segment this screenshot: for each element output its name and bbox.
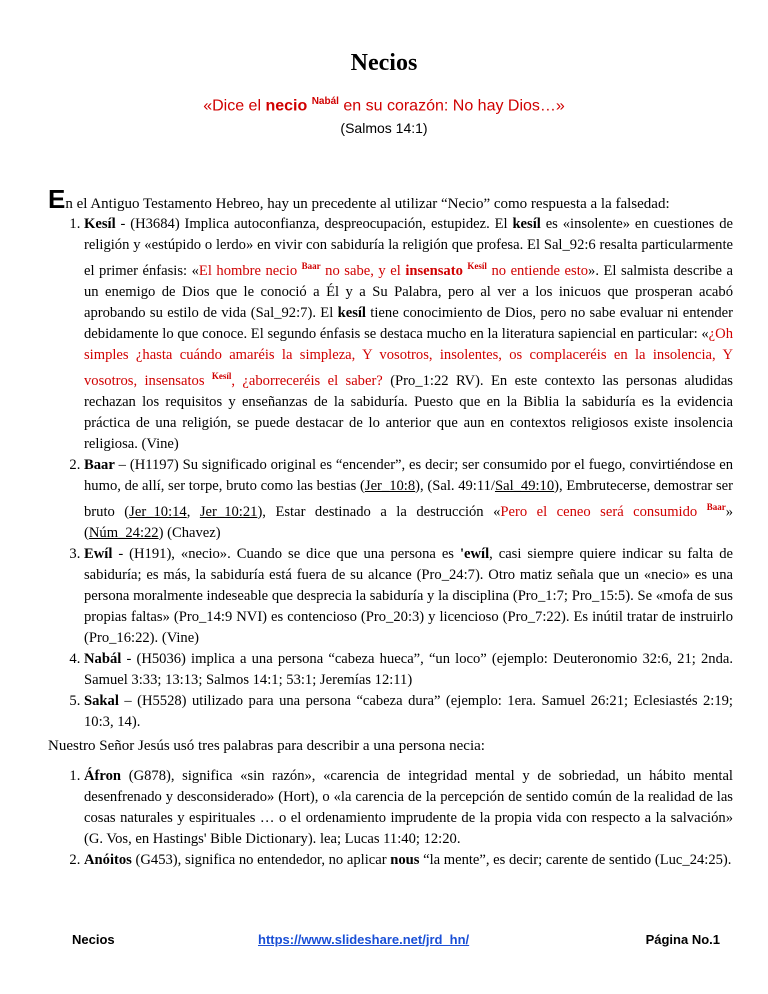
- footer-title: Necios: [72, 932, 115, 947]
- intro-paragraph: [48, 184, 728, 215]
- hebrew-sup: Kesíl: [467, 261, 487, 271]
- term-kesil: Kesíl: [84, 216, 116, 232]
- verse-open: «Dice el: [203, 97, 266, 115]
- verse-reference: (Salmos 14:1): [340, 120, 428, 136]
- hebrew-words-list: [48, 214, 733, 733]
- list-item-ewil: [84, 544, 733, 649]
- list-item-nabal: [84, 649, 733, 691]
- text: - (H3684) Implica autoconfianza, despreocupación, estupidez. El: [115, 216, 513, 232]
- footer-link[interactable]: https://www.slideshare.net/jrd_hn/: [258, 932, 470, 947]
- text: – (H1197) Su significado original es “encender”, es decir; ser consumido por el fuego, convirtiéndose en humo, de allí, ser torpe, bruto como las bestias (: [84, 456, 733, 494]
- list-item-sakal: [84, 691, 733, 733]
- term-inline: kesíl: [337, 304, 366, 321]
- text: es «insolente» en cuestiones de religión y «estúpido o lerdo» en vivir con sabiduría la religión que profesa. El Sal_92:6 resalta particularmente el primer énfasis: «: [84, 216, 733, 279]
- verse-hebrew-word: Nabál: [311, 96, 339, 107]
- greek-intro-paragraph: Nuestro Señor Jesús usó tres palabras para describir a una persona necia:: [48, 738, 485, 754]
- term-ewil: Ewíl: [84, 545, 113, 562]
- list-item-anoitos: [84, 850, 733, 871]
- quote-red: no sabe, y el: [320, 262, 406, 279]
- term-baar: Baar: [84, 456, 115, 473]
- term-nabal: Nabál: [84, 650, 122, 667]
- term-inline: 'ewíl: [459, 545, 490, 562]
- quote-red: no entiende esto: [486, 262, 589, 279]
- text: - (H191), «necio». Cuando se dice que una persona es: [112, 545, 460, 562]
- hebrew-sup: Baar: [301, 261, 321, 271]
- text: , casi siempre quiere indicar su falta de sabiduría; es más, la sabiduría está fuera de su alcance (Pro_24:7). Otro matiz señala que un «necio» es una persona moralmente indeseable que desprecia la sabiduría y la disciplina (Pro_1:7; Pro_15:5). Se «mofa de sus propias faltas» (Pro_14:9 NVI) es contencioso (Pro_20:3) y licencioso (Pro_7:22). Es inútil tratar de instruirlo (Pro_16:22). (Vine): [84, 545, 733, 646]
- text: ) (Chavez): [158, 524, 221, 541]
- term-afron: Áfron: [84, 768, 122, 784]
- quote-red: ¿Oh simples ¿hasta cuándo amaréis la simpleza, Y vosotros, insolentes, os complaceréis en la insolencia, Y vosotros, insensatos: [84, 325, 733, 389]
- ref-link[interactable]: Núm_24:22: [88, 524, 159, 541]
- page-footer: [48, 932, 720, 952]
- quote-red-bold: insensato: [405, 262, 463, 279]
- quote-red: El hombre necio: [198, 262, 302, 279]
- verse-keyword: necio: [265, 97, 308, 115]
- epigraph-verse: [0, 96, 768, 115]
- text: (G453), significa no entendedor, no aplicar: [131, 852, 391, 868]
- text: - (H5036) implica a una persona “cabeza hueca”, “un loco” (ejemplo: Deuteronomio 32:6, 21; 2nda. Samuel 3:33; 13:13; Salmos 14:1; 53:1; Jeremías 12:11): [84, 650, 733, 688]
- text: “la mente”, es decir; carente de sentido (Luc_24:25).: [419, 852, 732, 868]
- hebrew-sup: Kesíl: [211, 370, 232, 381]
- quote-red: , ¿aborreceréis el saber?: [231, 372, 383, 389]
- text: (G878), significa «sin razón», «carencia de integridad mental y de sobriedad, un hábito mental desenfrenado y desconsiderado» (Hort), o «la carencia de la percepción de sentido común de la realidad de las cosas naturales y espirituales … o el ordenamiento imprudente de la propia vida con respecto a la salvación» (G. Vos, en Hastings' Bible Dictionary). lea; Lucas 11:40; 12:20.: [84, 768, 733, 847]
- text: – (H5528) utilizado para una persona “cabeza dura” (ejemplo: 1era. Samuel 26:21; Eclesiastés 2:19; 10:3, 14).: [84, 692, 733, 730]
- drop-cap: E: [48, 184, 66, 214]
- ref-link[interactable]: Jer_10:14: [129, 503, 187, 520]
- list-item-baar: [84, 455, 733, 544]
- text: ), Estar destinado a la destrucción «: [257, 503, 501, 520]
- intro-text: n el Antiguo Testamento Hebreo, hay un precedente al utilizar “Necio” como respuesta a la falsedad:: [65, 196, 670, 212]
- ref-link[interactable]: Jer_10:8: [364, 477, 416, 494]
- text: ), (Sal. 49:11/: [415, 477, 495, 494]
- term-inline: kesíl: [512, 216, 541, 232]
- page-number: Página No.1: [645, 932, 720, 947]
- text: (Pro_1:22 RV). En este contexto las personas aludidas rechazan los requisitos y enseñanzas de la sabiduría. Puesto que en la Biblia la sabiduría es la evidencia práctica de una religión, se puede destacar de lo anterior que aun en contextos religiosos existe insolencia religiosa. (Vine): [84, 372, 733, 452]
- quote-red: Pero el ceneo será consumido: [500, 503, 707, 520]
- hebrew-sup: Baar: [706, 501, 726, 512]
- list-item-kesil: [84, 214, 733, 455]
- term-sakal: Sakal: [84, 692, 119, 709]
- text: ,: [186, 503, 200, 520]
- text: ), Embrutecerse, demostrar ser bruto (: [84, 477, 733, 520]
- text: ». El salmista describe a un enemigo de Dios que le conoció a Él y a Su Palabra, pero al ver a los inicuos que prosperan acabó aprobando su estilo de vida (Sal_92:7). El: [84, 262, 734, 321]
- text: » (: [84, 503, 733, 541]
- ref-link[interactable]: Sal_49:10: [494, 477, 555, 494]
- list-item-afron: [84, 766, 733, 850]
- term-anoitos: Anóitos: [84, 852, 132, 868]
- ref-link[interactable]: Jer_10:21: [199, 503, 258, 520]
- page-title: Necios: [350, 50, 418, 76]
- greek-words-list: [48, 766, 733, 871]
- verse-rest: en su corazón: No hay Dios…»: [338, 97, 565, 115]
- term-inline: nous: [390, 852, 420, 868]
- text: tiene conocimiento de Dios, pero no sabe evaluar ni entender debidamente lo que conoce. El segundo énfasis se destaca mucho en la literatura sapiencial en particular: «: [84, 304, 733, 342]
